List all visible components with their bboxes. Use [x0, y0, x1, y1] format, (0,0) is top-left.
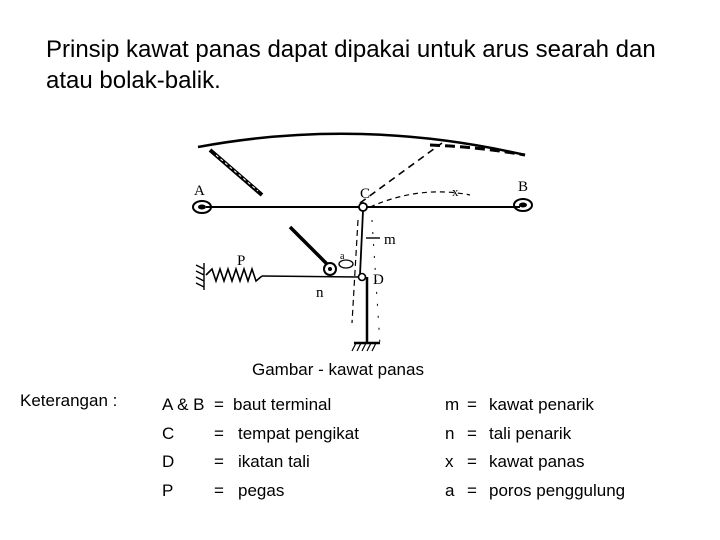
legend-item: n = tali penarik [445, 423, 572, 443]
terminal-b [514, 199, 532, 211]
legend-right [445, 391, 625, 505]
label-x: x [452, 184, 459, 199]
figure-caption: Gambar - kawat panas [252, 360, 424, 379]
legend-left [162, 391, 359, 505]
label-a: A [194, 183, 205, 199]
label-a-axle: a [340, 251, 345, 262]
spring-wall [196, 263, 204, 290]
scale-arc [198, 134, 525, 155]
point-c [359, 203, 367, 211]
label-n: n [316, 285, 324, 301]
label-b: B [518, 179, 529, 195]
legend-item: A & B = baut terminal [162, 395, 332, 414]
hot-wire-diagram [180, 125, 560, 360]
label-c: C [360, 186, 371, 202]
pointer-deflected [360, 143, 442, 203]
wire-m [360, 211, 363, 275]
label-d: D [373, 272, 384, 288]
legend-item: D = ikatan tali [162, 452, 310, 471]
legend-item: m = kawat penarik [445, 395, 594, 414]
keterangan-label: Keterangan : [20, 391, 118, 410]
slide-title: Prinsip kawat panas dapat dipakai untuk arus searah dan atau bolak-balik. [46, 36, 656, 94]
spring-p [206, 269, 262, 281]
legend-item: x = kawat panas [445, 452, 585, 471]
label-p: P [237, 253, 246, 269]
legend-item: a = poros penggulung [445, 480, 626, 500]
legend-item: P = pegas [162, 480, 285, 500]
label-m: m [384, 232, 396, 248]
legend-item: C = tempat pengikat [162, 423, 359, 443]
thread-n [262, 276, 358, 277]
point-d [359, 274, 366, 281]
